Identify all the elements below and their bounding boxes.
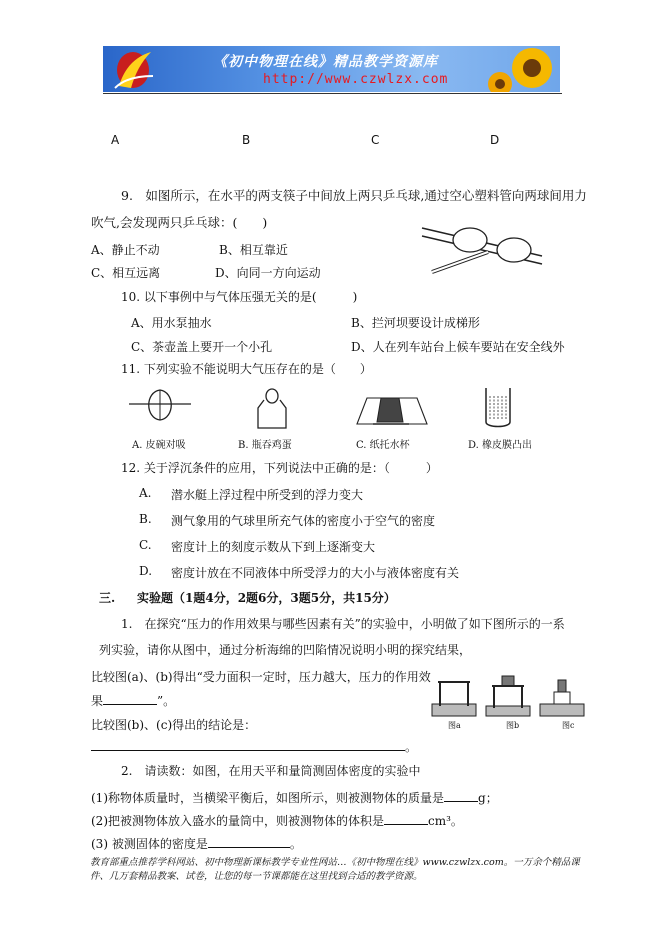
exp1-fig-label-c: 图c (562, 721, 575, 730)
q12-option-a-text: 潜水艇上浮过程中所受到的浮力变大 (171, 488, 364, 502)
q12-option-a-letter: A. (139, 486, 152, 500)
exp2-line1: 2. 请读数：如图，在用天平和量筒测固体密度的实验中 (121, 764, 421, 778)
section3-number: 三. (99, 591, 116, 605)
exp1-answer-blank-2[interactable] (91, 739, 405, 751)
exp2-volume-blank[interactable] (384, 813, 428, 825)
exp1-line4-prefix: 果 (91, 694, 104, 708)
q12-option-b-letter: B. (139, 512, 152, 526)
exp2-line3 (91, 812, 463, 829)
q9-option-b: B、相互靠近 (219, 243, 288, 257)
prev-option-d: D (490, 133, 500, 147)
header-divider (103, 93, 562, 94)
exp2-density-blank[interactable] (208, 836, 290, 848)
prev-option-a: A (111, 133, 120, 147)
exp1-line2: 列实验，请你从图中，通过分析海绵的凹陷情况说明小明的探究结果， (99, 643, 472, 657)
q12-option-b-text: 测气象用的气球里所充气体的密度小于空气的密度 (171, 514, 436, 528)
exp1-answer-blank-1[interactable] (103, 693, 157, 705)
q11-caption-d: D. 橡皮膜凸出 (468, 440, 533, 451)
q10-stem: 10. 以下事例中与气体压强无关的是( ) (121, 290, 358, 304)
q9-stem-line2: 吹气,会发现两只乒乓球：( ) (91, 215, 268, 230)
q12-option-c-letter: C. (139, 538, 152, 552)
exp1-line6 (91, 738, 417, 755)
q12-option-c-text: 密度计上的刻度示数从下到上逐渐变大 (171, 540, 376, 554)
q9-option-a: A、静止不动 (91, 243, 160, 257)
sunflower-icon (480, 46, 560, 92)
q12-option-d-text: 密度计放在不同液体中所受浮力的大小与液体密度有关 (171, 566, 460, 580)
q11-caption-b: B. 瓶吞鸡蛋 (238, 440, 292, 451)
exp1-line1: 1. 在探究“压力的作用效果与哪些因素有关”的实验中，小明做了如下图所示的一系 (121, 617, 565, 631)
section3-heading: 实验题（1题4分，2题6分，3题5分，共15分） (137, 591, 396, 605)
q11-caption-c: C. 纸托水杯 (356, 440, 410, 451)
exp1-line4 (91, 692, 175, 709)
q10-option-c: C、茶壶盖上要开一个小孔 (131, 340, 273, 354)
q12-option-d-letter: D. (139, 564, 153, 578)
exp1-line4-suffix: ”。 (157, 694, 176, 708)
exp2-mass-blank[interactable] (444, 790, 478, 802)
exp1-line5: 比较图(b)、(c)得出的结论是： (91, 718, 257, 732)
q10-option-d: D、人在列车站台上候车要站在安全线外 (351, 340, 565, 354)
exp1-figure-c (540, 680, 584, 716)
exp2-line4-suffix: 。 (289, 837, 302, 851)
exp2-line3-prefix: (2)把被测物体放入盛水的量筒中，则被测物体的体积是 (91, 814, 385, 828)
header-banner (103, 46, 560, 92)
prev-option-c: C (371, 133, 380, 147)
logo-icon (107, 46, 157, 92)
exp1-line6-suffix: 。 (405, 740, 418, 754)
exp2-line4-prefix: (3) 被测固体的密度是 (91, 837, 208, 851)
exp2-line2-prefix: (1)称物体质量时，当横梁平衡后，如图所示，则被测物体的质量是 (91, 791, 445, 805)
q11-stem: 11. 下列实验不能说明大气压存在的是（ ） (121, 362, 372, 376)
q10-option-b: B、拦河坝要设计成梯形 (351, 316, 480, 330)
q12-stem: 12. 关于浮沉条件的应用，下列说法中正确的是：（ ） (121, 461, 438, 475)
exp1-figure-b (486, 676, 530, 716)
q9-stem-line1: 9. 如图所示，在水平的两支筷子中间放上两只乒乓球,通过空心塑料管向两球间用力 (121, 188, 587, 203)
exp2-line4 (91, 835, 302, 852)
q11-figure-c (343, 392, 431, 430)
q11-figure-a (125, 386, 195, 426)
q11-figure-b (250, 386, 294, 432)
exp2-line2-suffix: g； (478, 791, 498, 805)
prev-option-b: B (242, 133, 251, 147)
exp2-line2 (91, 789, 498, 806)
q9-pingpong-figure (418, 216, 546, 278)
q11-caption-a: A. 皮碗对吸 (132, 440, 186, 451)
q9-option-d: D、向同一方向运动 (215, 266, 321, 280)
q10-option-a: A、用水泵抽水 (131, 316, 212, 330)
q11-figure-d (482, 386, 514, 430)
exp1-figure-a (432, 682, 476, 716)
q9-option-c: C、相互远离 (91, 266, 161, 280)
banner-title: 《初中物理在线》精品教学资源库 (213, 54, 438, 70)
banner-url[interactable]: http://www.czwlzx.com (263, 72, 449, 87)
footer-note: 教育部重点推荐学科网站、初中物理新课标教学专业性网站…《初中物理在线》www.czwlzx.com。一万余个精品课件、几万套精品教案、试卷，让您的每一节课都能在这里找到合适的教学资源。 (90, 857, 580, 882)
exp1-fig-label-a: 图a (448, 721, 461, 730)
exp1-line3: 比较图(a)、(b)得出“受力面积一定时，压力越大，压力的作用效 (91, 670, 431, 684)
exp2-line3-unit: cm³。 (428, 814, 463, 828)
exp1-fig-label-b: 图b (506, 721, 520, 730)
